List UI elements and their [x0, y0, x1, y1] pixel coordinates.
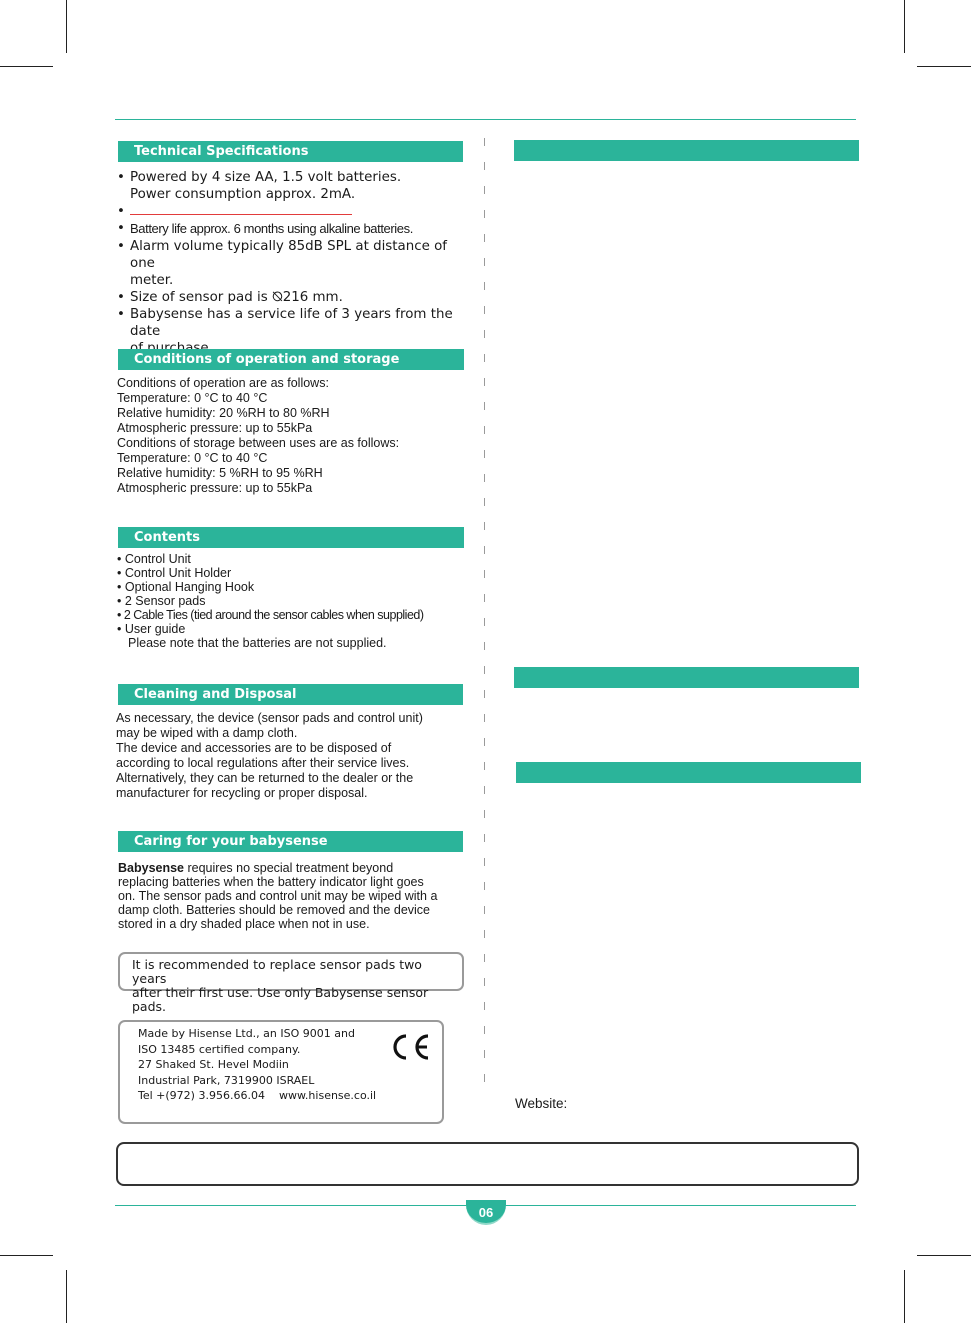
divider-dash: [484, 522, 485, 530]
list-item: • Control Unit Holder: [117, 566, 232, 580]
tech-specs-header: Technical Specifications: [118, 141, 463, 162]
list-item: • Optional Hanging Hook: [117, 580, 255, 594]
divider-dash: [484, 714, 485, 722]
divider-dash: [484, 474, 485, 482]
divider-dash: [484, 426, 485, 434]
crop-mark: [66, 1270, 67, 1323]
divider-dash: [484, 258, 485, 266]
divider-dash: [484, 1050, 485, 1058]
list-item: [117, 203, 467, 220]
list-item: • Battery life approx. 6 months using alkaline batteries.: [117, 220, 467, 238]
divider-dash: [484, 354, 485, 362]
crop-mark: [0, 66, 53, 67]
page-number: 06: [466, 1200, 506, 1225]
divider-dash: [484, 618, 485, 626]
divider-dash: [484, 930, 485, 938]
contents-header: Contents: [118, 527, 464, 548]
crop-mark: [917, 1255, 971, 1256]
list-item: • Control Unit: [117, 552, 191, 566]
ce-mark-icon: [388, 1032, 432, 1062]
column-divider: [484, 138, 486, 1088]
divider-dash: [484, 1026, 485, 1034]
divider-dash: [484, 330, 485, 338]
manufacturer-box: Made by Hisense Ltd., an ISO 9001 and ISO 13485 certified company. 27 Shaked St. Hevel Modiin Industrial Park, 7319900 ISRAEL Tel +(972) 3.956.66.04 www.hisense.co.il: [118, 1020, 444, 1124]
divider-dash: [484, 1074, 485, 1082]
right-header-3: [516, 762, 861, 783]
crop-mark: [904, 1270, 905, 1323]
divider-dash: [484, 186, 485, 194]
list-item: • Babysense has a service life of 3 years from the date: [117, 306, 467, 357]
cleaning-header: Cleaning and Disposal: [118, 684, 463, 705]
divider-dash: [484, 570, 485, 578]
crop-mark: [0, 1255, 53, 1256]
divider-dash: [484, 690, 485, 698]
right-header-1: [514, 140, 859, 161]
divider-dash: [484, 834, 485, 842]
divider-dash: [484, 402, 485, 410]
conditions-header: Conditions of operation and storage: [118, 349, 464, 370]
divider-dash: [484, 306, 485, 314]
divider-dash: [484, 210, 485, 218]
divider-dash: [484, 450, 485, 458]
list-item: • User guide: [117, 622, 186, 636]
divider-dash: [484, 162, 485, 170]
contents-note: Please note that the batteries are not supplied.: [128, 636, 387, 650]
divider-dash: [484, 858, 485, 866]
replacement-notice: It is recommended to replace sensor pads two years after their first use. Use only Babysense sensor pads.: [118, 952, 464, 991]
caring-header: Caring for your babysense: [118, 831, 463, 852]
divider-dash: [484, 810, 485, 818]
conditions-text: Conditions of operation are as follows: Temperature: 0 °C to 40 °C Relative humidity: 20 %RH to 80 %RH Atmospheric pressure: up to 55kPa Conditions of storage between uses are as follows: Temperature: 0 °C to 40 °C Relative humidity: 5 %RH to 95 %RH Atmospheric pressure: up to 55kPa: [117, 376, 400, 495]
divider-dash: [484, 1002, 485, 1010]
cleaning-text: As necessary, the device (sensor pads and control unit) may be wiped with a damp cloth. The device and accessories are to be disposed of according to local regulations after their service lives. Alternatively, they can be returned to the dealer or the manufacturer for recycling or proper disposal.: [116, 711, 423, 800]
divider-dash: [484, 546, 485, 554]
list-item: • Alarm volume typically 85dB SPL at distance of one meter.: [117, 238, 467, 289]
list-item: • Size of sensor pad is ⦰216 mm.: [117, 289, 467, 306]
divider-dash: [484, 978, 485, 986]
caring-text: Babysense requires no special treatment beyond replacing batteries when the battery indicator light goes on. The sensor pads and control unit may be wiped with a damp cloth. Batteries should be removed and the device stored in a dry shaded place when not in use.: [118, 861, 438, 931]
divider-dash: [484, 906, 485, 914]
divider-dash: [484, 282, 485, 290]
contents-list: [117, 552, 424, 650]
crop-mark: [66, 0, 67, 53]
top-rule: [115, 119, 856, 120]
divider-dash: [484, 234, 485, 242]
divider-dash: [484, 738, 485, 746]
divider-dash: [484, 594, 485, 602]
manufacturer-website: www.hisense.co.il: [278, 1089, 377, 1103]
divider-dash: [484, 786, 485, 794]
website-label: Website:: [515, 1096, 568, 1111]
divider-dash: [484, 666, 485, 674]
divider-dash: [484, 762, 485, 770]
list-item: • Powered by 4 size AA, 1.5 volt batteries. Power consumption approx. 2mA.: [117, 169, 467, 203]
tech-specs-list: [117, 169, 467, 357]
crop-mark: [904, 0, 905, 53]
divider-dash: [484, 138, 485, 146]
list-item: • 2 Cable Ties (tied around the sensor cables when supplied): [117, 608, 424, 622]
red-rule: [130, 214, 352, 215]
right-header-2: [514, 667, 859, 688]
brand-name: Babysense: [118, 861, 185, 875]
bottom-box: [116, 1142, 859, 1186]
divider-dash: [484, 882, 485, 890]
divider-dash: [484, 642, 485, 650]
divider-dash: [484, 498, 485, 506]
crop-mark: [917, 66, 971, 67]
divider-dash: [484, 954, 485, 962]
divider-dash: [484, 378, 485, 386]
list-item: • 2 Sensor pads: [117, 594, 206, 608]
